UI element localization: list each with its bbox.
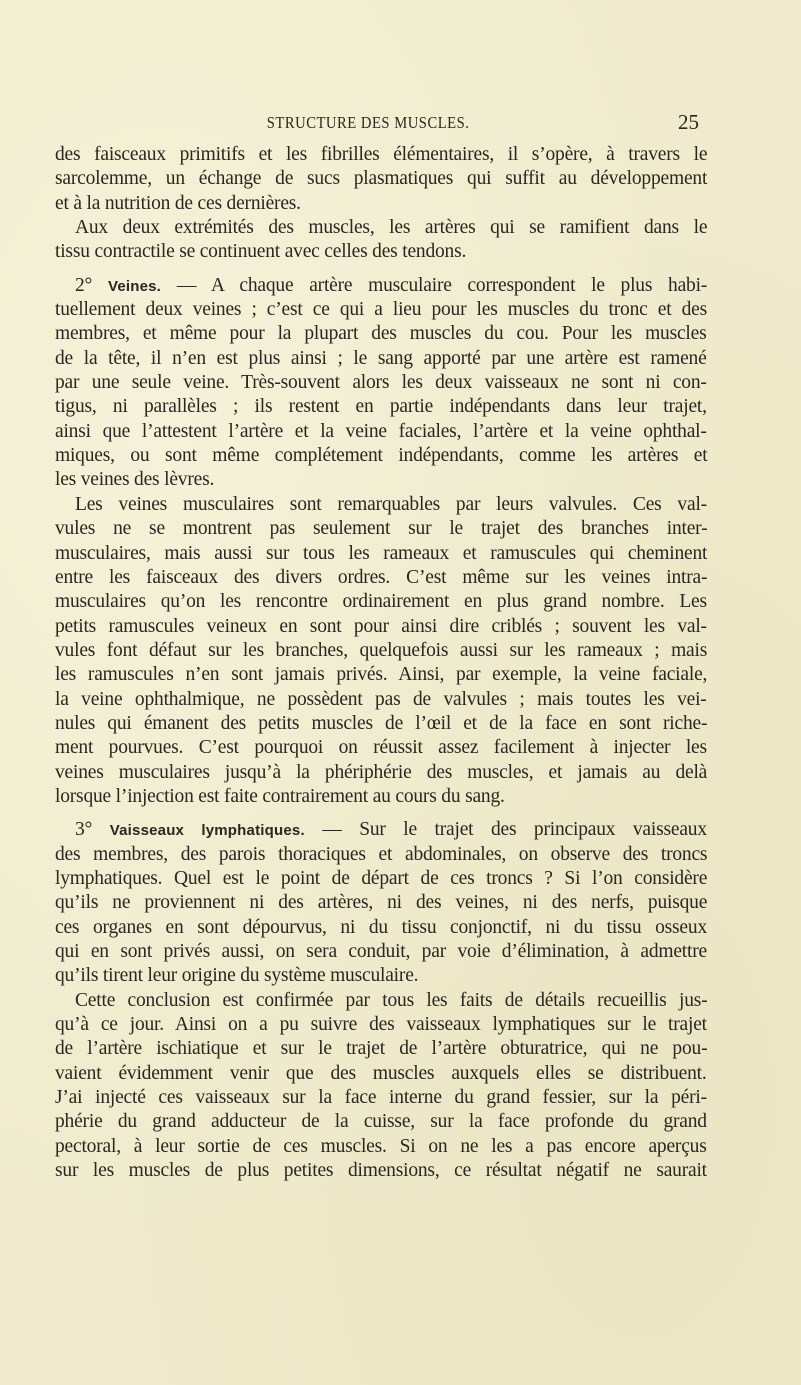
text-line: lorsque l’injection est faite contrairement au cours du sang. xyxy=(55,785,505,807)
text-line: sarcolemme, un échange de sucs plasmatiques qui suffit au développement xyxy=(55,168,708,190)
section-lead-line xyxy=(55,818,707,842)
text-line: nules qui émanent des petits muscles de l’œil et de la face en sont riche- xyxy=(55,712,708,734)
text-line: Aux deux extrémités des muscles, les artères qui se ramifient dans le xyxy=(75,217,708,239)
text-line: les veines des lèvres. xyxy=(55,469,215,491)
text-line: les ramuscules n’en sont jamais privés. Ainsi, par exemple, la veine faciale, xyxy=(55,664,708,686)
text-line: qui en sont privés aussi, on sera conduit, par voie d’élimination, à admettre xyxy=(55,941,707,962)
text-line: miques, ou sont même complétement indépendants, comme les artères et xyxy=(55,445,708,467)
text-line: vules ne se montrent pas seulement sur le trajet des branches inter- xyxy=(55,518,708,540)
section-lead-line xyxy=(55,274,707,298)
text-line: vules font défaut sur les branches, quelquefois aussi sur les rameaux ; mais xyxy=(55,639,708,661)
section-number: 3° xyxy=(75,819,93,841)
text-line: des faisceaux primitifs et les fibrilles élémentaires, il s’opère, à travers le xyxy=(55,144,708,165)
text-line: et à la nutrition de ces dernières. xyxy=(55,192,301,214)
section-veines xyxy=(55,274,707,493)
text-line: veines musculaires jusqu’à la phériphérie des muscles, et jamais au delà xyxy=(55,761,708,783)
paragraph xyxy=(55,216,707,265)
paragraph xyxy=(55,143,707,216)
section-heading: Veines. xyxy=(107,277,162,295)
text-line: qu’ils ne proviennent ni des artères, ni des veines, ni des nerfs, puisque xyxy=(55,892,708,914)
text-line: vaient évidemment venir que des muscles auxquels elles se distribuent. xyxy=(55,1062,707,1084)
text-line: de l’artère ischiatique et sur le trajet de l’artère obturatrice, qui ne pou- xyxy=(55,1038,708,1060)
body-text xyxy=(55,143,707,1183)
text-line: pectoral, à leur sortie de ces muscles. Si on ne les a pas encore aperçus xyxy=(55,1135,707,1157)
section-vaisseaux-lymphatiques xyxy=(55,818,707,988)
text-line: sur les muscles de plus petites dimensions, ce résultat négatif ne saurait xyxy=(55,1160,707,1182)
text-line: des membres, des parois thoraciques et abdominales, on observe des troncs xyxy=(55,843,708,865)
section-number: 2° xyxy=(75,274,93,296)
text-line: phérie du grand adducteur de la cuisse, sur la face profonde du grand xyxy=(55,1111,707,1133)
text-line: J’ai injecté ces vaisseaux sur la face interne du grand fessier, sur la péri- xyxy=(55,1087,707,1109)
section-heading: Vaisseaux lymphatiques. xyxy=(109,822,305,840)
text-line: qu’à ce jour. Ainsi on a pu suivre des vaisseaux lymphatiques sur le trajet xyxy=(55,1014,707,1036)
text-line: la veine ophthalmique, ne possèdent pas de valvules ; mais toutes les vei- xyxy=(55,688,707,710)
text-line: petits ramuscules veineux en sont pour ainsi dire criblés ; souvent les val- xyxy=(55,615,707,637)
section-lead-text: — A chaque artère musculaire correspondent le plus habi- xyxy=(161,274,708,296)
running-head xyxy=(55,111,707,135)
paragraph xyxy=(55,493,707,809)
text-line: de la tête, il n’en est plus ainsi ; le sang apporté par une artère est ramené xyxy=(55,347,707,369)
text-line: ment pourvues. C’est pourquoi on réussit assez facilement à injecter les xyxy=(55,737,707,759)
section-lead-text: — Sur le trajet des principaux vaisseaux xyxy=(304,819,707,841)
text-line: qu’ils tirent leur origine du système musculaire. xyxy=(55,965,419,987)
text-line: Cette conclusion est confirmée par tous les faits de détails recueillis jus- xyxy=(75,989,708,1011)
running-title: STRUCTURE DES MUSCLES. xyxy=(266,113,470,132)
text-line: tuellement deux veines ; c’est ce qui a lieu pour les muscles du tronc et des xyxy=(55,299,707,321)
text-line: entre les faisceaux des divers ordres. C’est même sur les veines intra- xyxy=(55,566,708,588)
text-line: tissu contractile se continuent avec celles des tendons. xyxy=(55,241,467,263)
text-line: ainsi que l’attestent l’artère et la veine faciales, l’artère et la veine ophthal- xyxy=(55,420,707,442)
page-number: 25 xyxy=(678,110,699,134)
text-line: musculaires qu’on les rencontre ordinairement en plus grand nombre. Les xyxy=(55,591,707,613)
text-line: lymphatiques. Quel est le point de départ de ces troncs ? Si l’on considère xyxy=(55,867,708,889)
text-line: membres, et même pour la plupart des muscles du cou. Pour les muscles xyxy=(55,323,707,345)
text-line: Les veines musculaires sont remarquables par leurs valvules. Ces val- xyxy=(75,493,707,515)
text-line: tigus, ni parallèles ; ils restent en partie indépendants dans leur trajet, xyxy=(55,396,707,418)
paragraph xyxy=(55,989,707,1184)
text-line: par une seule veine. Très-souvent alors les deux vaisseaux ne sont ni con- xyxy=(55,372,707,394)
section-spacer xyxy=(55,265,707,274)
section-spacer xyxy=(55,809,707,818)
text-line: musculaires, mais aussi sur tous les rameaux et ramuscules qui cheminent xyxy=(55,542,708,564)
text-line: ces organes en sont dépourvus, ni du tissu conjonctif, ni du tissu osseux xyxy=(55,916,707,938)
